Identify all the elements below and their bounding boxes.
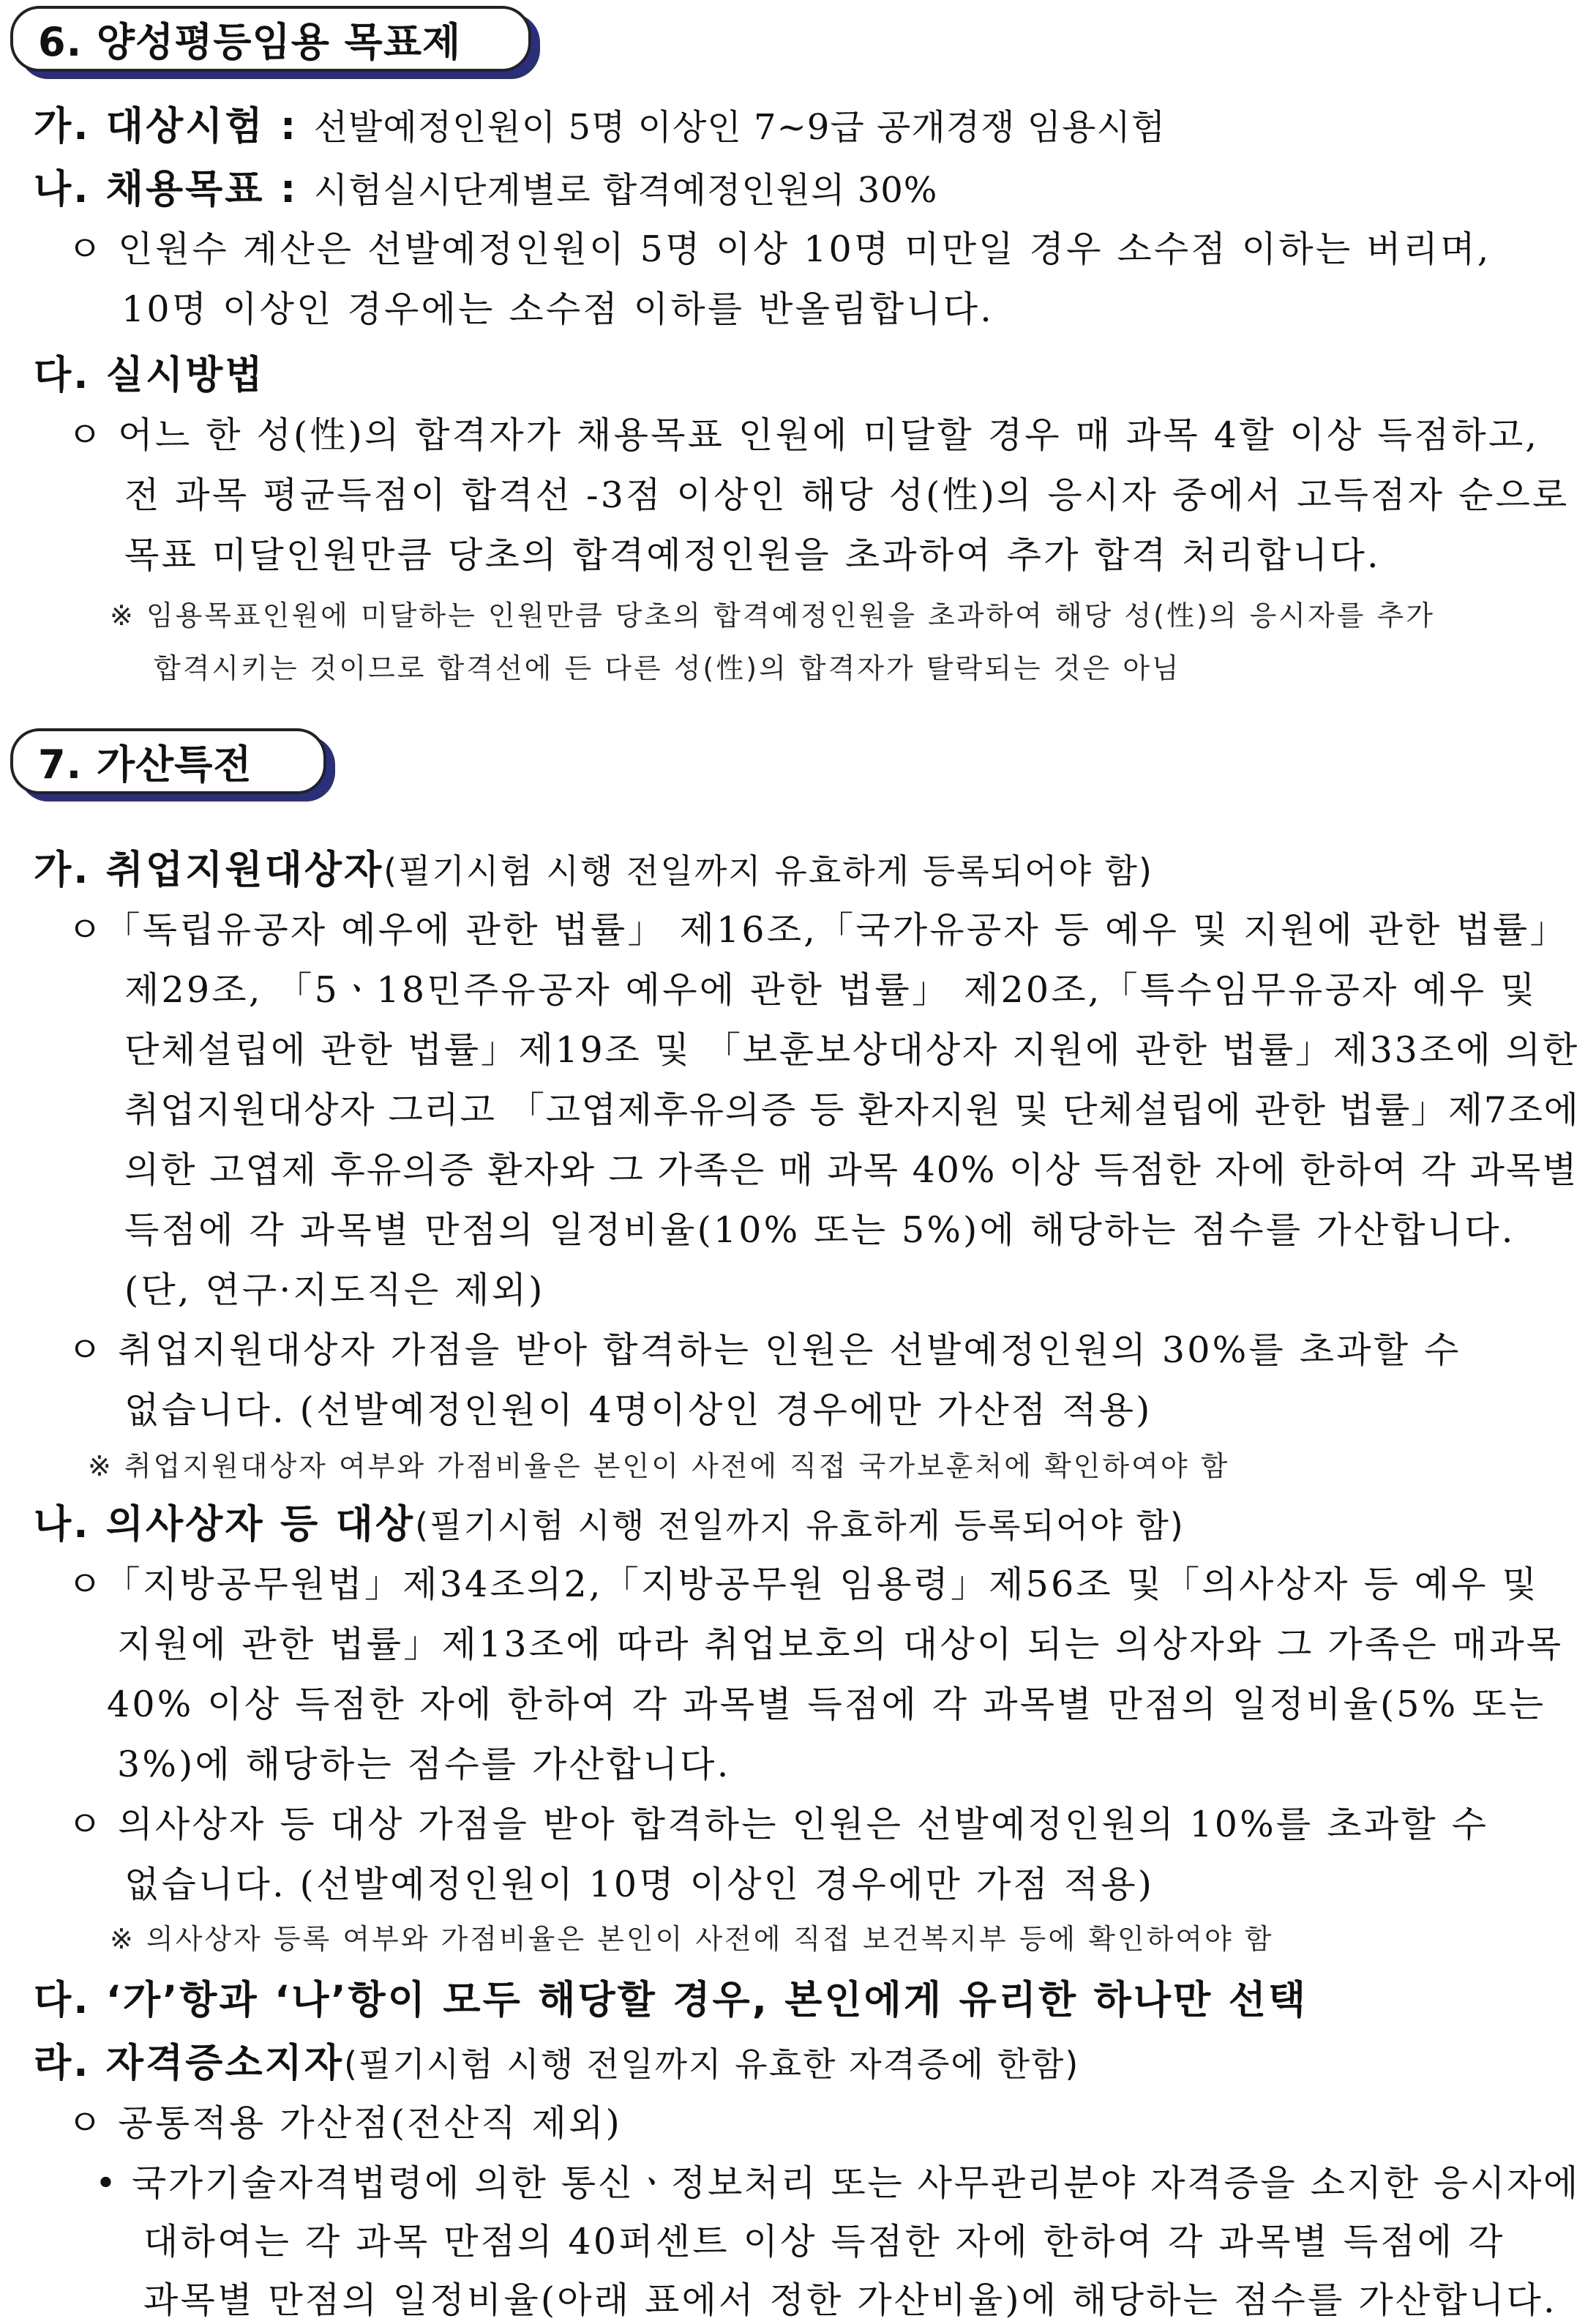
sec6-c-bullet-line: 전 과목 평균득점이 합격선 -3점 이상인 해당 성(性)의 응시자 중에서 고득점자 순으로 [124, 474, 1570, 516]
sec6-c-bullet-line: ㅇ 어느 한 성(性)의 합격자가 채용목표 인원에 미달할 경우 매 과목 4할 이상 득점하고, [67, 414, 1540, 456]
sec7-a-label: 가. 취업지원대상자 [34, 848, 384, 892]
sec7-b-line [34, 1493, 1185, 1549]
sec6-c-note-line: 합격시키는 것이므로 합격선에 든 다른 성(性)의 합격자가 탈락되는 것은 아님 [154, 652, 1181, 684]
sec7-a-paren: (필기시험 시행 전일까지 유효하게 등록되어야 함) [383, 851, 1153, 891]
sec7-d-dot-line: 대하여는 각 과목 만점의 40퍼센트 이상 득점한 자에 한하여 각 과목별 득점에 각 [143, 2221, 1505, 2263]
sec7-b-bullet1-line: 지원에 관한 법률」제13조에 따라 취업보호의 대상이 되는 의상자와 그 가족은 매과목 [117, 1624, 1564, 1665]
sec6-b-bullet-line: 10명 이상인 경우에는 소수점 이하를 반올림합니다. [121, 288, 994, 330]
sec6-c-note-line: ※ 임용목표인원에 미달하는 인원만큼 당초의 합격예정인원을 초과하여 해당 성(性)의 응시자를 추가 [110, 599, 1435, 632]
sec6-a-line [34, 95, 1166, 151]
sec6-c-label: 다. 실시방법 [34, 353, 265, 397]
sec7-b-bullet1-line: 40% 이상 득점한 자에 한하여 각 과목별 득점에 각 과목별 만점의 일정비율(5% 또는 [107, 1684, 1546, 1725]
sec7-d-dot-line: 과목별 만점의 일정비율(아래 표에서 정한 가산비율)에 해당하는 점수를 가산합니다. [143, 2279, 1557, 2321]
section-7-title: 7. 가산특전 [38, 741, 252, 788]
sec6-b-text: 시험실시단계별로 합격예정인원의 30% [313, 170, 938, 211]
sec7-b-bullet2-line: 없습니다. (선발예정인원이 10명 이상인 경우에만 가점 적용) [124, 1864, 1155, 1905]
sec6-b-bullet-line: ㅇ 인원수 계산은 선발예정인원이 5명 이상 10명 미만일 경우 소수점 이하는 버리며, [67, 228, 1491, 270]
section-6-header [10, 6, 531, 72]
sec7-a-bullet1-line: ㅇ「독립유공자 예우에 관한 법률」 제16조,「국가유공자 등 예우 및 지원에 관한 법률」 [67, 909, 1568, 951]
sec7-d-line [34, 2032, 1079, 2088]
sec7-a-bullet1-line: (단, 연구·지도직은 제외) [124, 1269, 545, 1311]
sec7-a-bullet1-line: 단체설립에 관한 법률」제19조 및 「보훈보상대상자 지원에 관한 법률」제33조에 의한 [124, 1029, 1579, 1071]
sec6-b-label: 나. 채용목표 : [34, 167, 299, 212]
sec7-d-label: 라. 자격증소지자 [34, 2041, 344, 2085]
sec7-a-bullet2-line: ㅇ 취업지원대상자 가점을 받아 합격하는 인원은 선발예정인원의 30%를 초과할 수 [67, 1329, 1461, 1371]
sec7-d-bullet: ㅇ 공통적용 가산점(전산직 제외) [67, 2102, 622, 2144]
sec7-a-bullet1-line: 제29조, 「5ㆍ18민주유공자 예우에 관한 법률」 제20조,「특수임무유공자 예우 및 [124, 969, 1537, 1011]
sec7-c-label: 다. ‘가’항과 ‘나’항이 모두 해당할 경우, 본인에게 유리한 하나만 선택 [34, 1978, 1308, 2022]
sec7-a-bullet1-line: 취업지원대상자 그리고 「고엽제후유의증 등 환자지원 및 단체설립에 관한 법률」제7조에 [124, 1089, 1580, 1131]
sec7-a-note: ※ 취업지원대상자 여부와 가점비율은 본인이 사전에 직접 국가보훈처에 확인하여야 함 [88, 1450, 1230, 1482]
sec7-d-dot-line: • 국가기술자격법령에 의한 통신ㆍ정보처리 또는 사무관리분야 자격증을 소지한 응시자에 [95, 2162, 1581, 2204]
sec7-a-line [34, 839, 1153, 894]
sec7-b-note: ※ 의사상자 등록 여부와 가점비율은 본인이 사전에 직접 보건복지부 등에 확인하여야 함 [110, 1923, 1274, 1955]
sec7-b-label: 나. 의사상자 등 대상 [34, 1502, 416, 1547]
sec7-d-paren: (필기시험 시행 전일까지 유효한 자격증에 한함) [343, 2044, 1080, 2084]
sec7-b-bullet1-line: ㅇ「지방공무원법」제34조의2,「지방공무원 임용령」제56조 및「의사상자 등 예우 및 [67, 1563, 1540, 1605]
sec7-a-bullet1-line: 의한 고엽제 후유의증 환자와 그 가족은 매 과목 40% 이상 득점한 자에 한하여 각 과목별 [124, 1149, 1578, 1191]
sec7-b-bullet2-line: ㅇ 의사상자 등 대상 가점을 받아 합격하는 인원은 선발예정인원의 10%를 초과할 수 [67, 1804, 1489, 1845]
sec7-a-bullet2-line: 없습니다. (선발예정인원이 4명이상인 경우에만 가산점 적용) [124, 1389, 1153, 1431]
sec7-b-bullet1-line: 3%)에 해당하는 점수를 가산합니다. [117, 1744, 731, 1785]
section-6-title: 6. 양성평등임용 목표제 [38, 18, 462, 65]
sec6-a-text: 선발예정인원이 5명 이상인 7~9급 공개경쟁 임용시험 [313, 107, 1166, 148]
sec7-b-paren: (필기시험 시행 전일까지 유효하게 등록되어야 함) [415, 1506, 1185, 1545]
sec6-b-line [34, 158, 937, 214]
sec6-c-bullet-line: 목표 미달인원만큼 당초의 합격예정인원을 초과하여 추가 합격 처리합니다. [124, 534, 1381, 576]
sec6-a-label: 가. 대상시험 : [34, 104, 299, 149]
section-7-header [10, 728, 326, 794]
sec7-a-bullet1-line: 득점에 각 과목별 만점의 일정비율(10% 또는 5%)에 해당하는 점수를 가산합니다. [124, 1209, 1516, 1251]
